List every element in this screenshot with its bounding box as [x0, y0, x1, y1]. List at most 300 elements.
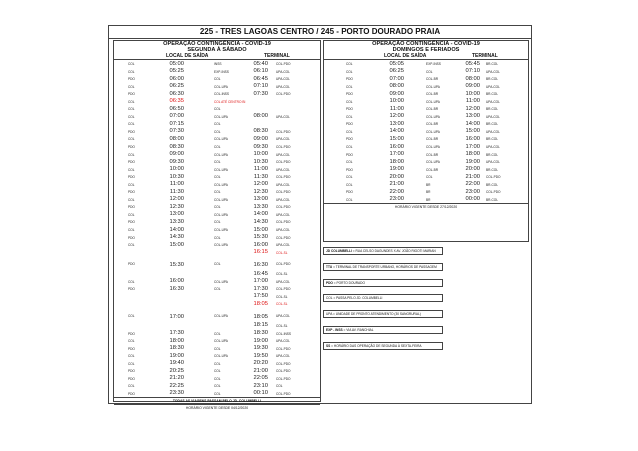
table-row [114, 234, 320, 242]
origin-code: PDO [346, 137, 353, 142]
origin-code: PDO [128, 145, 135, 150]
table-row [324, 98, 528, 106]
route-via: COL [426, 175, 433, 180]
table-row [114, 158, 320, 166]
route-via: COL-UPA [214, 167, 228, 172]
table-row [114, 337, 320, 345]
route-via: COL-UPA [426, 145, 440, 150]
destination-code: BR-COL [486, 197, 499, 202]
route-via: COL-BR [426, 167, 439, 172]
route-via: COL [214, 376, 221, 381]
origin-code: PDO [346, 167, 353, 172]
departure-time: 06:25 [389, 68, 404, 75]
destination-code: COL-PDO [486, 175, 501, 180]
departure-time: 14:00 [169, 226, 184, 233]
table-row [114, 218, 320, 226]
table-row [114, 60, 320, 68]
destination-code: COL-PDO [276, 129, 291, 134]
table-row [324, 68, 528, 76]
table-row [324, 120, 528, 128]
destination-code: BR-COL [486, 107, 499, 112]
table-row [324, 105, 528, 113]
terminal-time: 09:00 [465, 83, 480, 90]
departure-time: 06:00 [169, 75, 184, 82]
terminal-time: 09:30 [253, 143, 268, 150]
route-via: COL-UPA [214, 182, 228, 187]
destination-code: COL-PDO [486, 190, 501, 195]
table-row [114, 120, 320, 128]
route-via: COL-UPA [214, 339, 228, 344]
table-row [114, 151, 320, 159]
terminal-time: 13:30 [253, 203, 268, 210]
origin-code: COL [128, 122, 135, 127]
origin-code: COL [346, 145, 353, 150]
terminal-time: 16:00 [465, 135, 480, 142]
terminal-time: 17:50 [253, 293, 268, 300]
route-via: COL-UPA [426, 129, 440, 134]
table-row [114, 98, 320, 106]
destination-code: BR-COL [486, 122, 499, 127]
departure-time: 09:00 [389, 90, 404, 97]
table-row [114, 308, 320, 322]
origin-code: PDO [128, 369, 135, 374]
route-via: INSS [214, 62, 222, 66]
destination-code: UPA-COL [276, 69, 290, 74]
origin-code: COL [128, 62, 135, 66]
route-via: COL-BR [426, 122, 439, 127]
legend-item [323, 326, 443, 334]
origin-code: PDO [346, 107, 353, 112]
table-row [114, 256, 320, 270]
table-row [114, 113, 320, 121]
destination-code: UPA-COL [486, 99, 500, 104]
table-row [114, 300, 320, 308]
terminal-time: 15:00 [465, 128, 480, 135]
terminal-time: 18:05 [253, 300, 268, 307]
table-row [114, 83, 320, 91]
table-row [114, 166, 320, 174]
sunday-footer: HORÁRIO VIGENTE DESDE 27/12/2020 [324, 203, 528, 210]
destination-code: UPA-COL [276, 354, 290, 359]
route-via: COL [214, 77, 221, 82]
destination-code: COL-PDO [276, 92, 291, 97]
route-via: COL [214, 369, 221, 374]
departure-time: 07:00 [389, 75, 404, 82]
departure-time: 17:00 [389, 151, 404, 158]
departure-time: 19:00 [389, 166, 404, 173]
weekday-note: TODAS AS VIAGENS PASSAM PELO JD. COLUMBELLI [114, 397, 320, 404]
table-row [114, 181, 320, 189]
legend-text: = TERMINAL DE TRANSPORTE URBANO, HORÁRIOS DE PASSAGEM [332, 265, 437, 269]
departure-time: 22:25 [169, 382, 184, 389]
terminal-time: 15:00 [253, 226, 268, 233]
table-row [114, 211, 320, 219]
terminal-time: 16:00 [253, 241, 268, 248]
departure-time: 21:20 [169, 375, 184, 382]
destination-code: UPA-COL [276, 152, 290, 157]
departure-time: 12:30 [169, 203, 184, 210]
route-via: COL [214, 175, 221, 180]
destination-code: COL-PDO [276, 235, 291, 240]
departure-time: 22:00 [389, 188, 404, 195]
origin-code: COL [346, 99, 353, 104]
destination-code: BR-COL [486, 167, 499, 172]
origin-code: PDO [128, 262, 135, 267]
terminal-time: 07:10 [253, 83, 268, 90]
legend-text: = RUA CELSO DAGUNDES X AV. JOÃO RIGOTI MARIAN [351, 249, 436, 253]
terminal-time: 19:00 [465, 158, 480, 165]
origin-code: COL [128, 228, 135, 233]
table-row [324, 151, 528, 159]
terminal-time: 16:45 [253, 270, 268, 277]
origin-code: COL [128, 114, 135, 119]
origin-code: COL [346, 129, 353, 134]
terminal-time: 20:20 [253, 360, 268, 367]
destination-code: COL-PDO [276, 369, 291, 374]
terminal-time: 18:00 [465, 151, 480, 158]
destination-code: COL-PDO [276, 391, 291, 396]
terminal-time: 08:00 [253, 113, 268, 120]
route-via: COL-UPA [214, 354, 228, 359]
origin-code: PDO [128, 331, 135, 336]
departure-time: 11:00 [389, 105, 404, 112]
table-row [114, 249, 320, 257]
origin-code: PDO [128, 175, 135, 180]
terminal-time: 19:50 [253, 352, 268, 359]
table-row [114, 352, 320, 360]
route-via: COL [214, 160, 221, 165]
departure-time: 15:00 [169, 241, 184, 248]
terminal-time: 11:00 [253, 166, 268, 173]
table-row [114, 203, 320, 211]
departure-time: 19:00 [169, 352, 184, 359]
origin-code: COL [346, 197, 353, 202]
terminal-time: 20:00 [465, 166, 480, 173]
departure-time: 16:00 [389, 143, 404, 150]
terminal-time: 14:00 [253, 211, 268, 218]
departure-time: 10:00 [169, 166, 184, 173]
destination-code: COL-PDO [276, 220, 291, 225]
table-row [324, 143, 528, 151]
departure-time: 07:00 [169, 113, 184, 120]
table-row [114, 345, 320, 353]
destination-code: COL-SL [276, 294, 288, 299]
table-row [114, 360, 320, 368]
route-via: COL-INSS [214, 92, 230, 97]
legend-code: SS [326, 344, 331, 348]
destination-code: UPA-COL [276, 114, 290, 119]
terminal-time: 06:45 [253, 75, 268, 82]
departure-time: 23:30 [169, 390, 184, 397]
sunday-rows [324, 60, 528, 203]
route-via: BR [426, 197, 431, 202]
table-row [324, 181, 528, 189]
route-via: COL [214, 346, 221, 351]
origin-code: COL [346, 69, 353, 74]
legend-code: JD COLUMBELLI [326, 249, 352, 253]
table-row [324, 135, 528, 143]
terminal-time: 18:15 [253, 322, 268, 329]
departure-time: 18:00 [169, 337, 184, 344]
route-via: COL-UPA [214, 197, 228, 202]
legend-text: = HORÁRIO DAS OPERAÇÃO DE SEGUNDA À SEXTA-FEIRA [330, 344, 422, 348]
destination-code: UPA-COL [276, 137, 290, 142]
table-row [324, 60, 528, 68]
origin-code: COL [346, 84, 353, 89]
terminal-time: 22:05 [253, 375, 268, 382]
route-via: COL-UPA [426, 160, 440, 165]
destination-code: UPA-COL [276, 84, 290, 89]
route-via: COL [426, 69, 433, 74]
destination-code: COL-PDO [276, 376, 291, 381]
route-via: COL [214, 205, 221, 210]
terminal-time: 16:30 [253, 262, 268, 269]
legend-code: TTU [326, 265, 333, 269]
terminal-time: 17:00 [253, 278, 268, 285]
origin-code: COL [128, 182, 135, 187]
route-via: COL-BR [426, 152, 439, 157]
terminal-time: 14:00 [465, 120, 480, 127]
terminal-time: 07:10 [465, 68, 480, 75]
legend-item [323, 342, 443, 350]
terminal-time: 16:15 [253, 249, 268, 256]
route-via: COL-UPA [214, 279, 228, 284]
destination-code: COL-SL [276, 250, 288, 255]
terminal-time: 08:00 [465, 75, 480, 82]
table-row [114, 188, 320, 196]
legend-item [323, 294, 443, 302]
departure-time: 14:00 [389, 128, 404, 135]
origin-code: COL [128, 313, 135, 318]
origin-code: COL [128, 167, 135, 172]
departure-time: 20:00 [389, 173, 404, 180]
weekday-footer: HORÁRIO VIGENTE DESDE 04/12/2020 [114, 404, 320, 411]
terminal-time: 13:00 [465, 113, 480, 120]
table-row [114, 285, 320, 293]
table-row [114, 382, 320, 390]
legend-code: PDO [326, 281, 333, 285]
departure-time: 07:15 [169, 120, 184, 127]
table-row [324, 128, 528, 136]
departure-time: 18:30 [169, 345, 184, 352]
destination-code: COL-INSS [276, 331, 292, 336]
departure-time: 19:40 [169, 360, 184, 367]
terminal-time: 22:00 [465, 181, 480, 188]
origin-column-header: LOCAL DE SAÍDA [166, 53, 209, 59]
departure-time: 15:00 [389, 135, 404, 142]
table-row [114, 135, 320, 143]
departure-time: 17:30 [169, 330, 184, 336]
destination-code: UPA-COL [486, 114, 500, 119]
terminal-time: 05:45 [465, 60, 480, 67]
origin-code: COL [128, 354, 135, 359]
terminal-time: 15:30 [253, 234, 268, 241]
route-via: COL-UPA [214, 243, 228, 248]
route-via: COL-UPA [214, 137, 228, 142]
terminal-time: 11:30 [253, 173, 268, 180]
legend-item [323, 247, 443, 255]
terminal-time: 10:30 [253, 158, 268, 165]
legend-item [323, 263, 443, 271]
origin-code: COL [128, 84, 135, 89]
legend-text: COL = PASSA PELO JD. COLUMBELLI [326, 296, 383, 300]
origin-column-header: LOCAL DE SAÍDA [384, 53, 427, 59]
departure-time: 06:25 [169, 83, 184, 90]
departure-time: 16:00 [169, 278, 184, 285]
route-via: COL [214, 220, 221, 225]
destination-code: BR-COL [486, 182, 499, 187]
destination-code: UPA-COL [276, 313, 290, 318]
origin-code: COL [128, 384, 135, 389]
destination-code: UPA-COL [486, 84, 500, 89]
departure-time: 17:00 [169, 313, 184, 320]
destination-code: UPA-COL [276, 197, 290, 202]
table-row [114, 390, 320, 398]
origin-code: PDO [128, 92, 135, 97]
terminal-time: 18:30 [253, 330, 268, 336]
table-row [114, 375, 320, 383]
terminal-time: 10:00 [465, 90, 480, 97]
table-row [324, 158, 528, 166]
origin-code: PDO [346, 152, 353, 157]
route-via: COL-BR [426, 92, 439, 97]
route-via: COL-UPA [426, 114, 440, 119]
destination-code: COL-SL [276, 302, 288, 307]
table-row [114, 105, 320, 113]
destination-code: COL-PDO [276, 62, 291, 66]
route-via: COL [214, 107, 221, 112]
origin-code: COL [128, 69, 135, 74]
terminal-time: 14:30 [253, 218, 268, 225]
destination-code: UPA-COL [276, 339, 290, 344]
route-via: COL [214, 391, 221, 396]
origin-code: COL [346, 182, 353, 187]
destination-code: COL-PDO [276, 205, 291, 210]
route-via: COL [214, 361, 221, 366]
terminal-time: 21:00 [465, 173, 480, 180]
route-via: COL-UPA [214, 313, 228, 318]
terminal-time: 13:00 [253, 196, 268, 203]
terminal-time: 12:30 [253, 188, 268, 195]
destination-code: UPA-COL [486, 69, 500, 74]
departure-time: 10:30 [169, 173, 184, 180]
departure-time: 08:30 [169, 143, 184, 150]
destination-code: BR-COL [486, 62, 499, 66]
route-via: COL-BR [426, 107, 439, 112]
table-row [324, 196, 528, 204]
route-via: COL-UPA [214, 114, 228, 119]
terminal-time: 12:00 [253, 181, 268, 188]
destination-code: BR-COL [486, 77, 499, 82]
table-row [114, 322, 320, 330]
destination-code: COL-PDO [276, 262, 291, 267]
table-row [324, 173, 528, 181]
destination-code: UPA-COL [276, 167, 290, 172]
departure-time: 09:00 [169, 151, 184, 158]
origin-code: COL [128, 243, 135, 248]
route-via: COL-UPA [214, 84, 228, 89]
departure-time: 11:00 [169, 181, 184, 188]
origin-code: COL [346, 114, 353, 119]
route-via: COL [214, 129, 221, 134]
destination-code: COL-SL [276, 323, 288, 328]
route-via: COL [214, 331, 221, 336]
route-via: EXP-INSS [426, 62, 441, 66]
route-via: COL-BR [426, 77, 439, 82]
departure-time: 23:00 [389, 196, 404, 203]
terminal-time: 21:00 [253, 367, 268, 374]
destination-code: COL-PDO [276, 190, 291, 195]
origin-code: PDO [128, 391, 135, 396]
destination-code: UPA-COL [276, 279, 290, 284]
weekday-rows [114, 60, 320, 397]
route-via: COL ATÉ CENTRO BI [214, 99, 246, 104]
origin-code: PDO [346, 77, 353, 82]
departure-time: 07:30 [169, 128, 184, 135]
route-via: COL-UPA [426, 99, 440, 104]
departure-time: 20:25 [169, 367, 184, 374]
destination-code: COL-PDO [276, 145, 291, 150]
table-row [114, 128, 320, 136]
table-row [114, 226, 320, 234]
legend-text: UPA = UNIDADE DE PRONTO ATENDIMENTO (30 SANGRURAL) [326, 312, 421, 316]
origin-code: COL [346, 62, 353, 66]
terminal-time: 07:30 [253, 90, 268, 97]
origin-code: PDO [128, 235, 135, 240]
timetable-sheet [108, 25, 532, 411]
origin-code: PDO [128, 376, 135, 381]
legend-text: = PORTO DOURADO [332, 281, 365, 285]
route-via: EXP-INSS [214, 69, 229, 74]
route-via: COL [214, 122, 221, 127]
departure-time: 11:30 [169, 188, 184, 195]
terminal-time: 09:00 [253, 135, 268, 142]
route-via: COL [214, 235, 221, 240]
title-divider [109, 38, 531, 39]
route-via: COL-UPA [214, 228, 228, 233]
origin-code: PDO [128, 190, 135, 195]
destination-code: BR-COL [486, 137, 499, 142]
weekday-heading: OPERAÇÃO CONTINGÊNCIA - COVID-19 [163, 41, 271, 47]
origin-code: PDO [128, 287, 135, 292]
terminal-time: 05:40 [253, 60, 268, 67]
origin-code: COL [128, 361, 135, 366]
weekday-subheading: SEGUNDA À SÁBADO [187, 47, 247, 53]
destination-code: UPA-COL [276, 182, 290, 187]
table-row [114, 196, 320, 204]
destination-code: UPA-COL [486, 129, 500, 134]
terminal-column-header: TERMINAL [264, 53, 290, 59]
destination-code: BR-COL [486, 152, 499, 157]
departure-time: 06:35 [169, 98, 184, 105]
table-row [114, 330, 320, 338]
terminal-time: 17:30 [253, 285, 268, 292]
table-row [324, 90, 528, 98]
terminal-time: 19:30 [253, 345, 268, 352]
destination-code: COL-PDO [276, 175, 291, 180]
destination-code: COL-PDO [276, 160, 291, 165]
destination-code: UPA-COL [276, 243, 290, 248]
departure-time: 21:00 [389, 181, 404, 188]
table-row [114, 293, 320, 301]
table-row [324, 83, 528, 91]
departure-time: 10:00 [389, 98, 404, 105]
terminal-time: 12:00 [465, 105, 480, 112]
table-row [324, 166, 528, 174]
table-row [114, 90, 320, 98]
sunday-heading: OPERAÇÃO CONTINGÊNCIA - COVID-19 [372, 41, 480, 47]
terminal-time: 18:05 [253, 313, 268, 320]
